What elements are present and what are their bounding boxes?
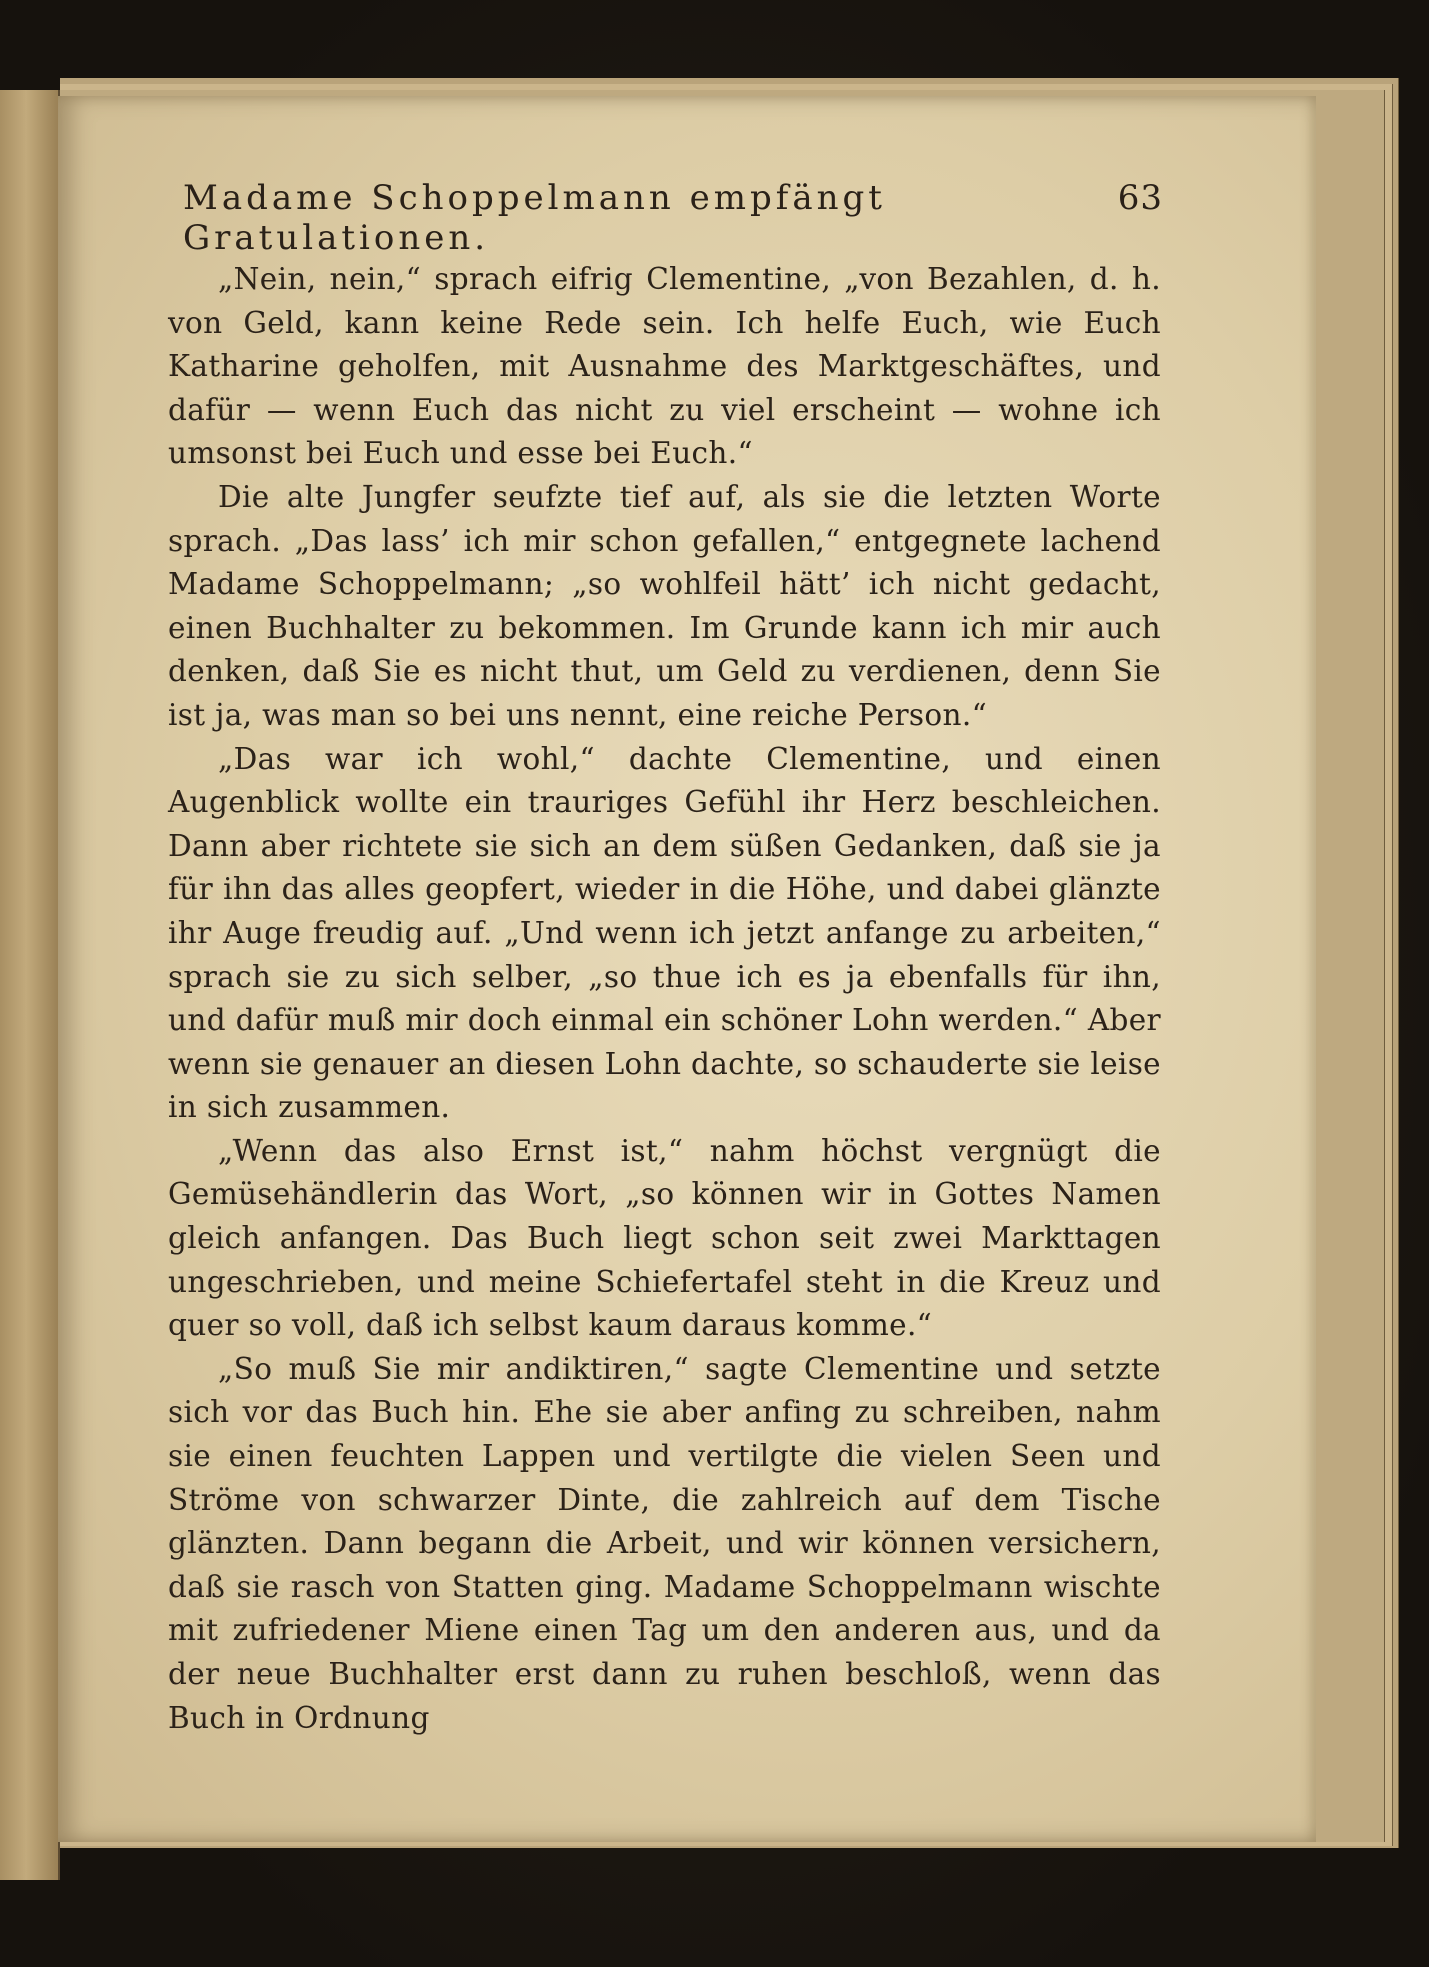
paragraph: „Nein, nein,“ sprach eifrig Clementine, „von Bezahlen, d. h. von Geld, kann keine Rede sein. Ich helfe Euch, wie Euch Katharine geholfen, mit Ausnahme des Marktgeschäftes, und dafür — wenn Euch das nicht zu viel erscheint — wohne ich umsonst bei Euch und esse bei Euch.“ [168, 262, 1161, 471]
running-header [183, 178, 1163, 258]
paragraph: Die alte Jungfer seufzte tief auf, als sie die letzten Worte sprach. „Das lass’ ich mir schon gefallen,“ entgegnete lachend Madame Schoppelmann; „so wohlfeil hätt’ ich nicht gedacht, einen Buchhalter zu bekommen. Im Grunde kann ich mir auch denken, daß Sie es nicht thut, um Geld zu verdienen, denn Sie ist ja, was man so bei uns nennt, eine reiche Person.“ [168, 479, 1161, 732]
paragraph: „So muß Sie mir andiktiren,“ sagte Clementine und setzte sich vor das Buch hin. Ehe sie aber anfing zu schreiben, nahm sie einen feuchten Lappen und vertilgte die vielen Seen und Ströme von schwarzer Dinte, die zahlreich auf dem Tische glänzten. Dann begann die Arbeit, und wir können versichern, daß sie rasch von Statten ging. Madame Schoppelmann wischte mit zufriedener Miene einen Tag um den anderen aus, und da der neue Buchhalter erst dann zu ruhen beschloß, wenn das Buch in Ordnung [168, 1351, 1161, 1735]
paragraph: „Wenn das also Ernst ist,“ nahm höchst vergnügt die Gemüsehändlerin das Wort, „so können wir in Gottes Namen gleich anfangen. Das Buch liegt schon seit zwei Markttagen ungeschrieben, und meine Schiefertafel steht in die Kreuz und quer so voll, daß ich selbst kaum daraus komme.“ [168, 1133, 1161, 1343]
page-body [168, 258, 1161, 1740]
running-title: Madame Schoppelmann empfängt Gratulationen. [183, 178, 886, 258]
paragraph: „Das war ich wohl,“ dachte Clementine, und einen Augenblick wollte ein trauriges Gefühl ihr Herz beschleichen. Dann aber richtete sie sich an dem süßen Gedanken, daß sie ja für ihn das alles geopfert, wieder in die Höhe, und dabei glänzte ihr Auge freudig auf. „Und wenn ich jetzt anfange zu arbeiten,“ sprach sie zu sich selber, „so thue ich es ja ebenfalls für ihn, und dafür muß mir doch einmal ein schöner Lohn werden.“ Aber wenn sie genauer an diesen Lohn dachte, so schauderte sie leise in sich zusammen. [168, 741, 1161, 1125]
page-number: 63 [1117, 178, 1163, 218]
previous-page-edge [0, 90, 60, 1880]
